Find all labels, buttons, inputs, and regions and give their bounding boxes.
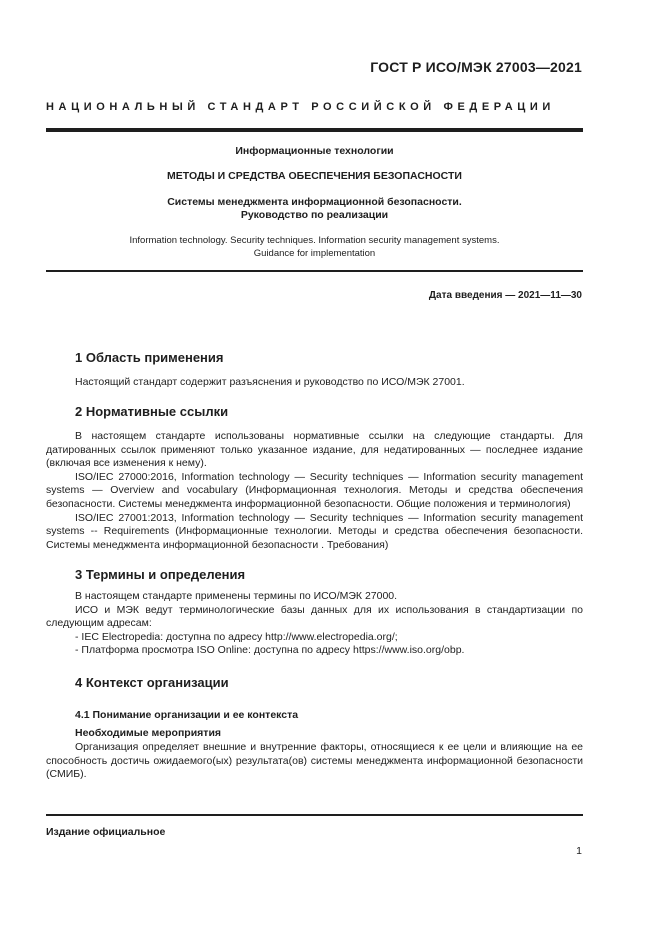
section-4-body — [46, 741, 583, 782]
header-rule — [46, 128, 583, 132]
title-english-line1: Information technology. Security techniques. Information security management systems. — [129, 235, 500, 246]
reference-27000: ISO/IEC 27000:2016, Information technology — Security techniques — Information security management systems — Overview and vocabulary (Информационная технология. Методы и средства обеспечения безопасности. Системы менеджмента информационной безопасности. Общие положения и терминология) — [46, 470, 583, 510]
title-subtitle-line1: Системы менеджмента информационной безопасности. — [167, 196, 462, 208]
title-main: МЕТОДЫ И СРЕДСТВА ОБЕСПЕЧЕНИЯ БЕЗОПАСНОСТИ — [167, 170, 462, 182]
page-number: 1 — [576, 845, 582, 857]
subsection-4-1-heading: 4.1 Понимание организации и ее контекста — [75, 709, 299, 721]
title-field: Информационные технологии — [235, 145, 394, 157]
reference-27001: ISO/IEC 27001:2013, Information technology — Security techniques — Information security management systems -- Requirements (Информационные технологии. Методы и средства обеспечения безопасности. Системы менеджмента информационной безопасности . Требования) — [46, 511, 583, 551]
title-english-line2: Guidance for implementation — [253, 247, 376, 259]
list-item: - IEC Electropedia: доступна по адресу http://www.electropedia.org/; — [75, 630, 398, 643]
title-subtitle-line2: Руководство по реализации — [240, 209, 389, 221]
section-1-body — [46, 376, 583, 390]
document-id: ГОСТ Р ИСО/МЭК 27003—2021 — [370, 59, 582, 75]
title-subtitle — [46, 196, 583, 222]
paragraph: В настоящем стандарте использованы нормативные ссылки на следующие стандарты. Для датированных ссылок применяют только указанное издание, для недатированных — последнее издание (включая все изменения к нему). — [46, 430, 583, 470]
official-edition-note: Издание официальное — [46, 826, 166, 838]
footer-rule — [46, 814, 583, 816]
section-3-heading: 3 Термины и определения — [75, 567, 246, 582]
paragraph: Организация определяет внешние и внутренние факторы, относящиеся к ее цели и влияющие на ее способность достичь ожидаемого(ых) результата(ов) системы менеджмента информационной безопасности (СМИБ). — [46, 741, 583, 781]
paragraph: В настоящем стандарте применены термины по ИСО/МЭК 27000. — [75, 590, 398, 602]
paragraph: ИСО и МЭК ведут терминологические базы данных для их использования в стандартизации по следующим адресам: — [46, 603, 583, 630]
required-actions-heading: Необходимые мероприятия — [75, 727, 222, 739]
introduction-date: Дата введения — 2021—11—30 — [428, 290, 582, 301]
list-item: - Платформа просмотра ISO Online: доступна по адресу https://www.iso.org/obp. — [75, 644, 465, 657]
paragraph: Настоящий стандарт содержит разъяснения и руководство по ИСО/МЭК 27001. — [75, 376, 465, 388]
title-rule — [46, 270, 583, 272]
section-4-heading: 4 Контекст организации — [75, 675, 229, 690]
section-2-heading: 2 Нормативные ссылки — [75, 404, 229, 419]
section-1-heading: 1 Область применения — [75, 350, 224, 365]
section-2-body — [46, 430, 583, 552]
national-standard-banner: НАЦИОНАЛЬНЫЙ СТАНДАРТ РОССИЙСКОЙ ФЕДЕРАЦИИ — [46, 101, 555, 113]
section-3-body — [46, 590, 583, 658]
title-english — [46, 235, 583, 260]
